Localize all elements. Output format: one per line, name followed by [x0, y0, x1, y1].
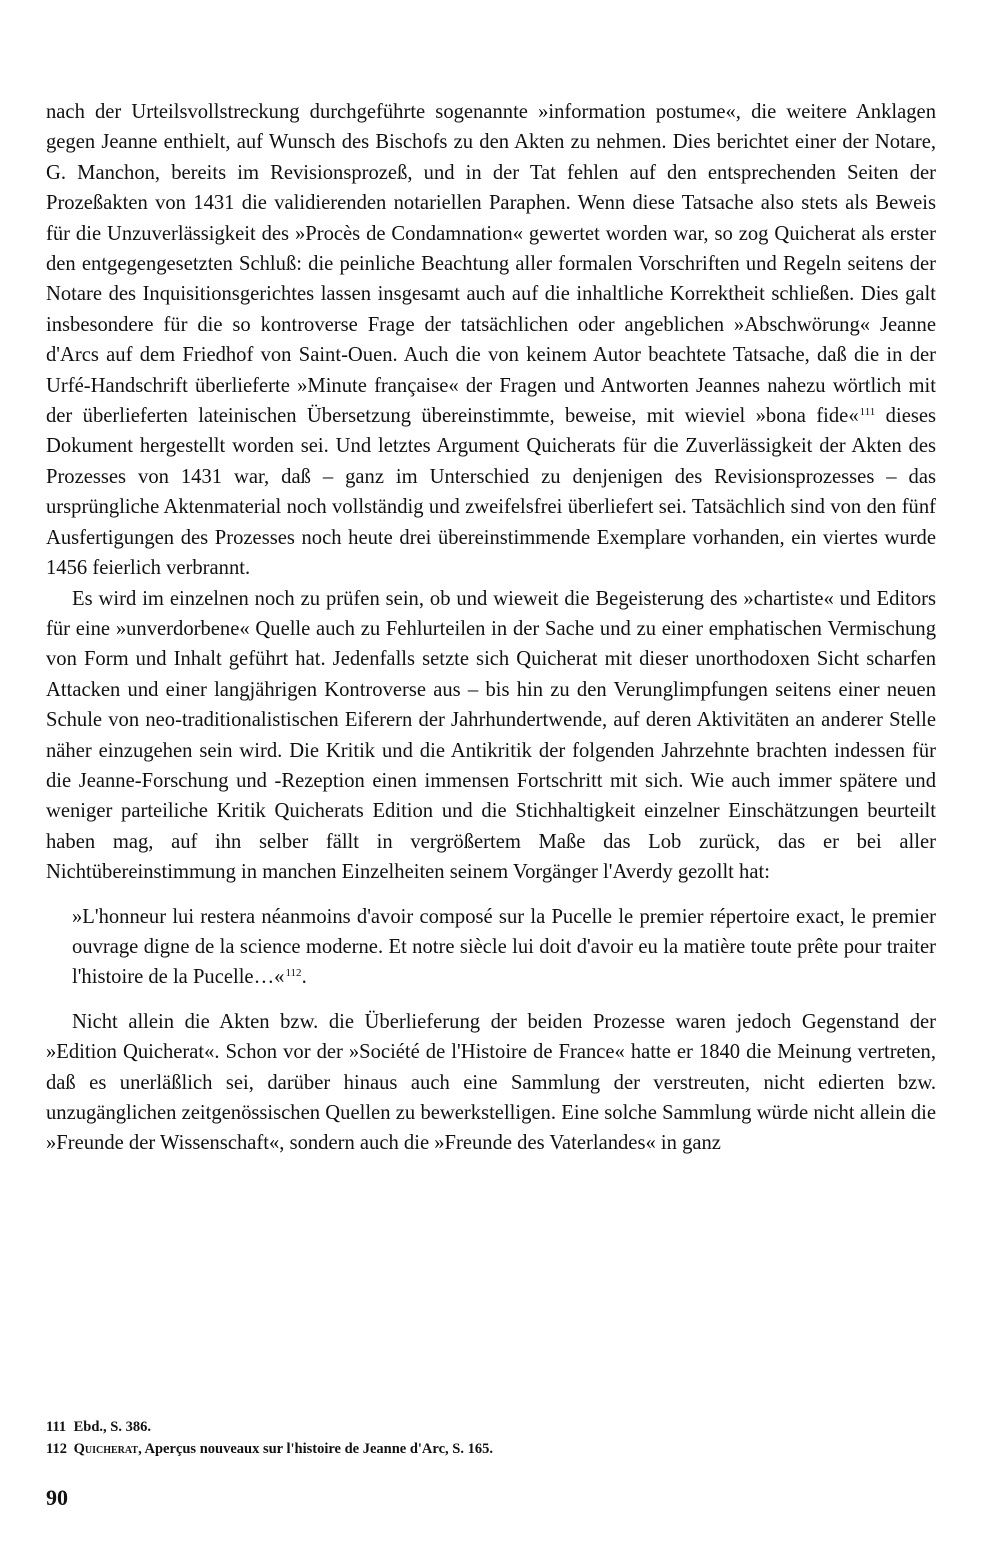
main-text — [46, 97, 936, 1159]
footnotes — [46, 1416, 936, 1460]
footnote-text: , Aperçus nouveaux sur l'histoire de Jeanne d'Arc, S. 165. — [138, 1441, 493, 1457]
paragraph-text-after: dieses Dokument hergestellt worden sei. Und letztes Argument Quicherats für die Zuverlässigkeit der Akten des Prozesses von 1431 war, daß – ganz im Unterschied zu denjenigen des Revisionsprozesses – das ursprüngliche Aktenmaterial noch vollständig und zweifelsfrei überliefert sei. Tatsächlich sind von den fünf Ausfertigungen des Prozesses noch heute drei übereinstimmende Exemplare vorhanden, ein viertes wurde 1456 feierlich verbrannt. — [46, 405, 937, 580]
paragraph — [46, 584, 936, 888]
paragraph-text: Es wird im einzelnen noch zu prüfen sein, ob und wieweit die Begeisterung des »chartiste« und Editors für eine »unverdorbene« Quelle auch zu Fehlurteilen in der Sache und zu einer emphatischen Vermischung von Form und Inhalt geführt hat. Jedenfalls setzte sich Quicherat mit dieser unorthodoxen Sicht scharfen Attacken und einer langjährigen Kontroverse aus – bis hin zu den Verunglimpfungen seitens einer neuen Schule von neo-traditionalistischen Eiferern der Jahrhundertwende, auf deren Aktivitäten an anderer Stelle näher einzugehen sein wird. Die Kritik und die Antikritik der folgenden Jahrzehnte brachten indessen für die Jeanne-Forschung und -Rezeption einen immensen Fortschritt mit sich. Wie auch immer spätere und weniger parteiliche Kritik Quicherats Edition und die Stichhaltigkeit einzelner Einschätzungen beurteilt haben mag, auf ihn selber fällt in vergrößertem Maße das Lob zurück, das er bei aller Nichtübereinstimmung in manchen Einzelheiten seinem Vorgänger l'Averdy gezollt hat: — [46, 587, 936, 884]
footnote-author: Quicherat — [73, 1441, 139, 1457]
block-quote — [72, 902, 936, 993]
footnote-reference-111: 111 — [859, 405, 876, 418]
paragraph — [46, 1007, 936, 1159]
footnote-number: 112 — [46, 1441, 67, 1457]
paragraph-text: Nicht allein die Akten bzw. die Überlieferung der beiden Prozesse waren jedoch Gegenstand der »Edition Quicherat«. Schon vor der »Société de l'Histoire de France« hatte er 1840 die Meinung vertreten, daß es unerläßlich sei, darüber hinaus auch eine Sammlung der verstreuten, nicht edierten bzw. unzugänglichen zeitgenössischen Quellen zu bewerkstelligen. Eine solche Sammlung würde nicht allein die »Freunde der Wissenschaft«, sondern auch die »Freunde des Vaterlandes« in ganz — [46, 1010, 936, 1155]
footnote-112 — [46, 1438, 936, 1460]
footnote-number: 111 — [46, 1419, 67, 1435]
paragraph-text: nach der Urteilsvollstreckung durchgeführte sogenannte »information postume«, die weitere Anklagen gegen Jeanne enthielt, auf Wunsch des Bischofs zu den Akten zu nehmen. Dies berichtet einer der Notare, G. Manchon, bereits im Revisionsprozeß, und in der Tat fehlen auf den entsprechenden Seiten der Prozeßakten von 1431 die validierenden notariellen Paraphen. Wenn diese Tatsache also stets als Beweis für die Unzuverlässigkeit des »Procès de Condamnation« gewertet worden war, so zog Quicherat als erster den entgegengesetzten Schluß: die peinliche Beachtung aller formalen Vorschriften und Regeln seitens der Notare des Inquisitionsgerichtes lassen insgesamt auch auf die inhaltliche Korrektheit schließen. Dies galt insbesondere für die so kontroverse Frage der tatsächlichen oder angeblichen »Abschwörung« Jeanne d'Arcs auf dem Friedhof von Saint-Ouen. Auch die von keinem Autor beachtete Tatsache, daß die in der Urfé-Handschrift überlieferte »Minute française« der Fragen und Antworten Jeannes nahezu wörtlich mit der überlieferten lateinischen Übersetzung übereinstimmte, beweise, mit wieviel »bona fide« — [46, 101, 936, 428]
paragraph-continuation — [46, 97, 936, 584]
footnote-reference-112: 112 — [285, 967, 302, 980]
quote-text: »L'honneur lui restera néanmoins d'avoir composé sur la Pucelle le premier répertoire exact, le premier ouvrage digne de la science moderne. Et notre siècle lui doit d'avoir eu la matière toute prête pour traiter l'histoire de la Pucelle…« — [72, 905, 936, 989]
quote-text-after: . — [301, 966, 307, 989]
page-number: 90 — [46, 1485, 68, 1510]
footnote-111 — [46, 1416, 936, 1438]
footnote-text: Ebd., S. 386. — [73, 1419, 151, 1435]
